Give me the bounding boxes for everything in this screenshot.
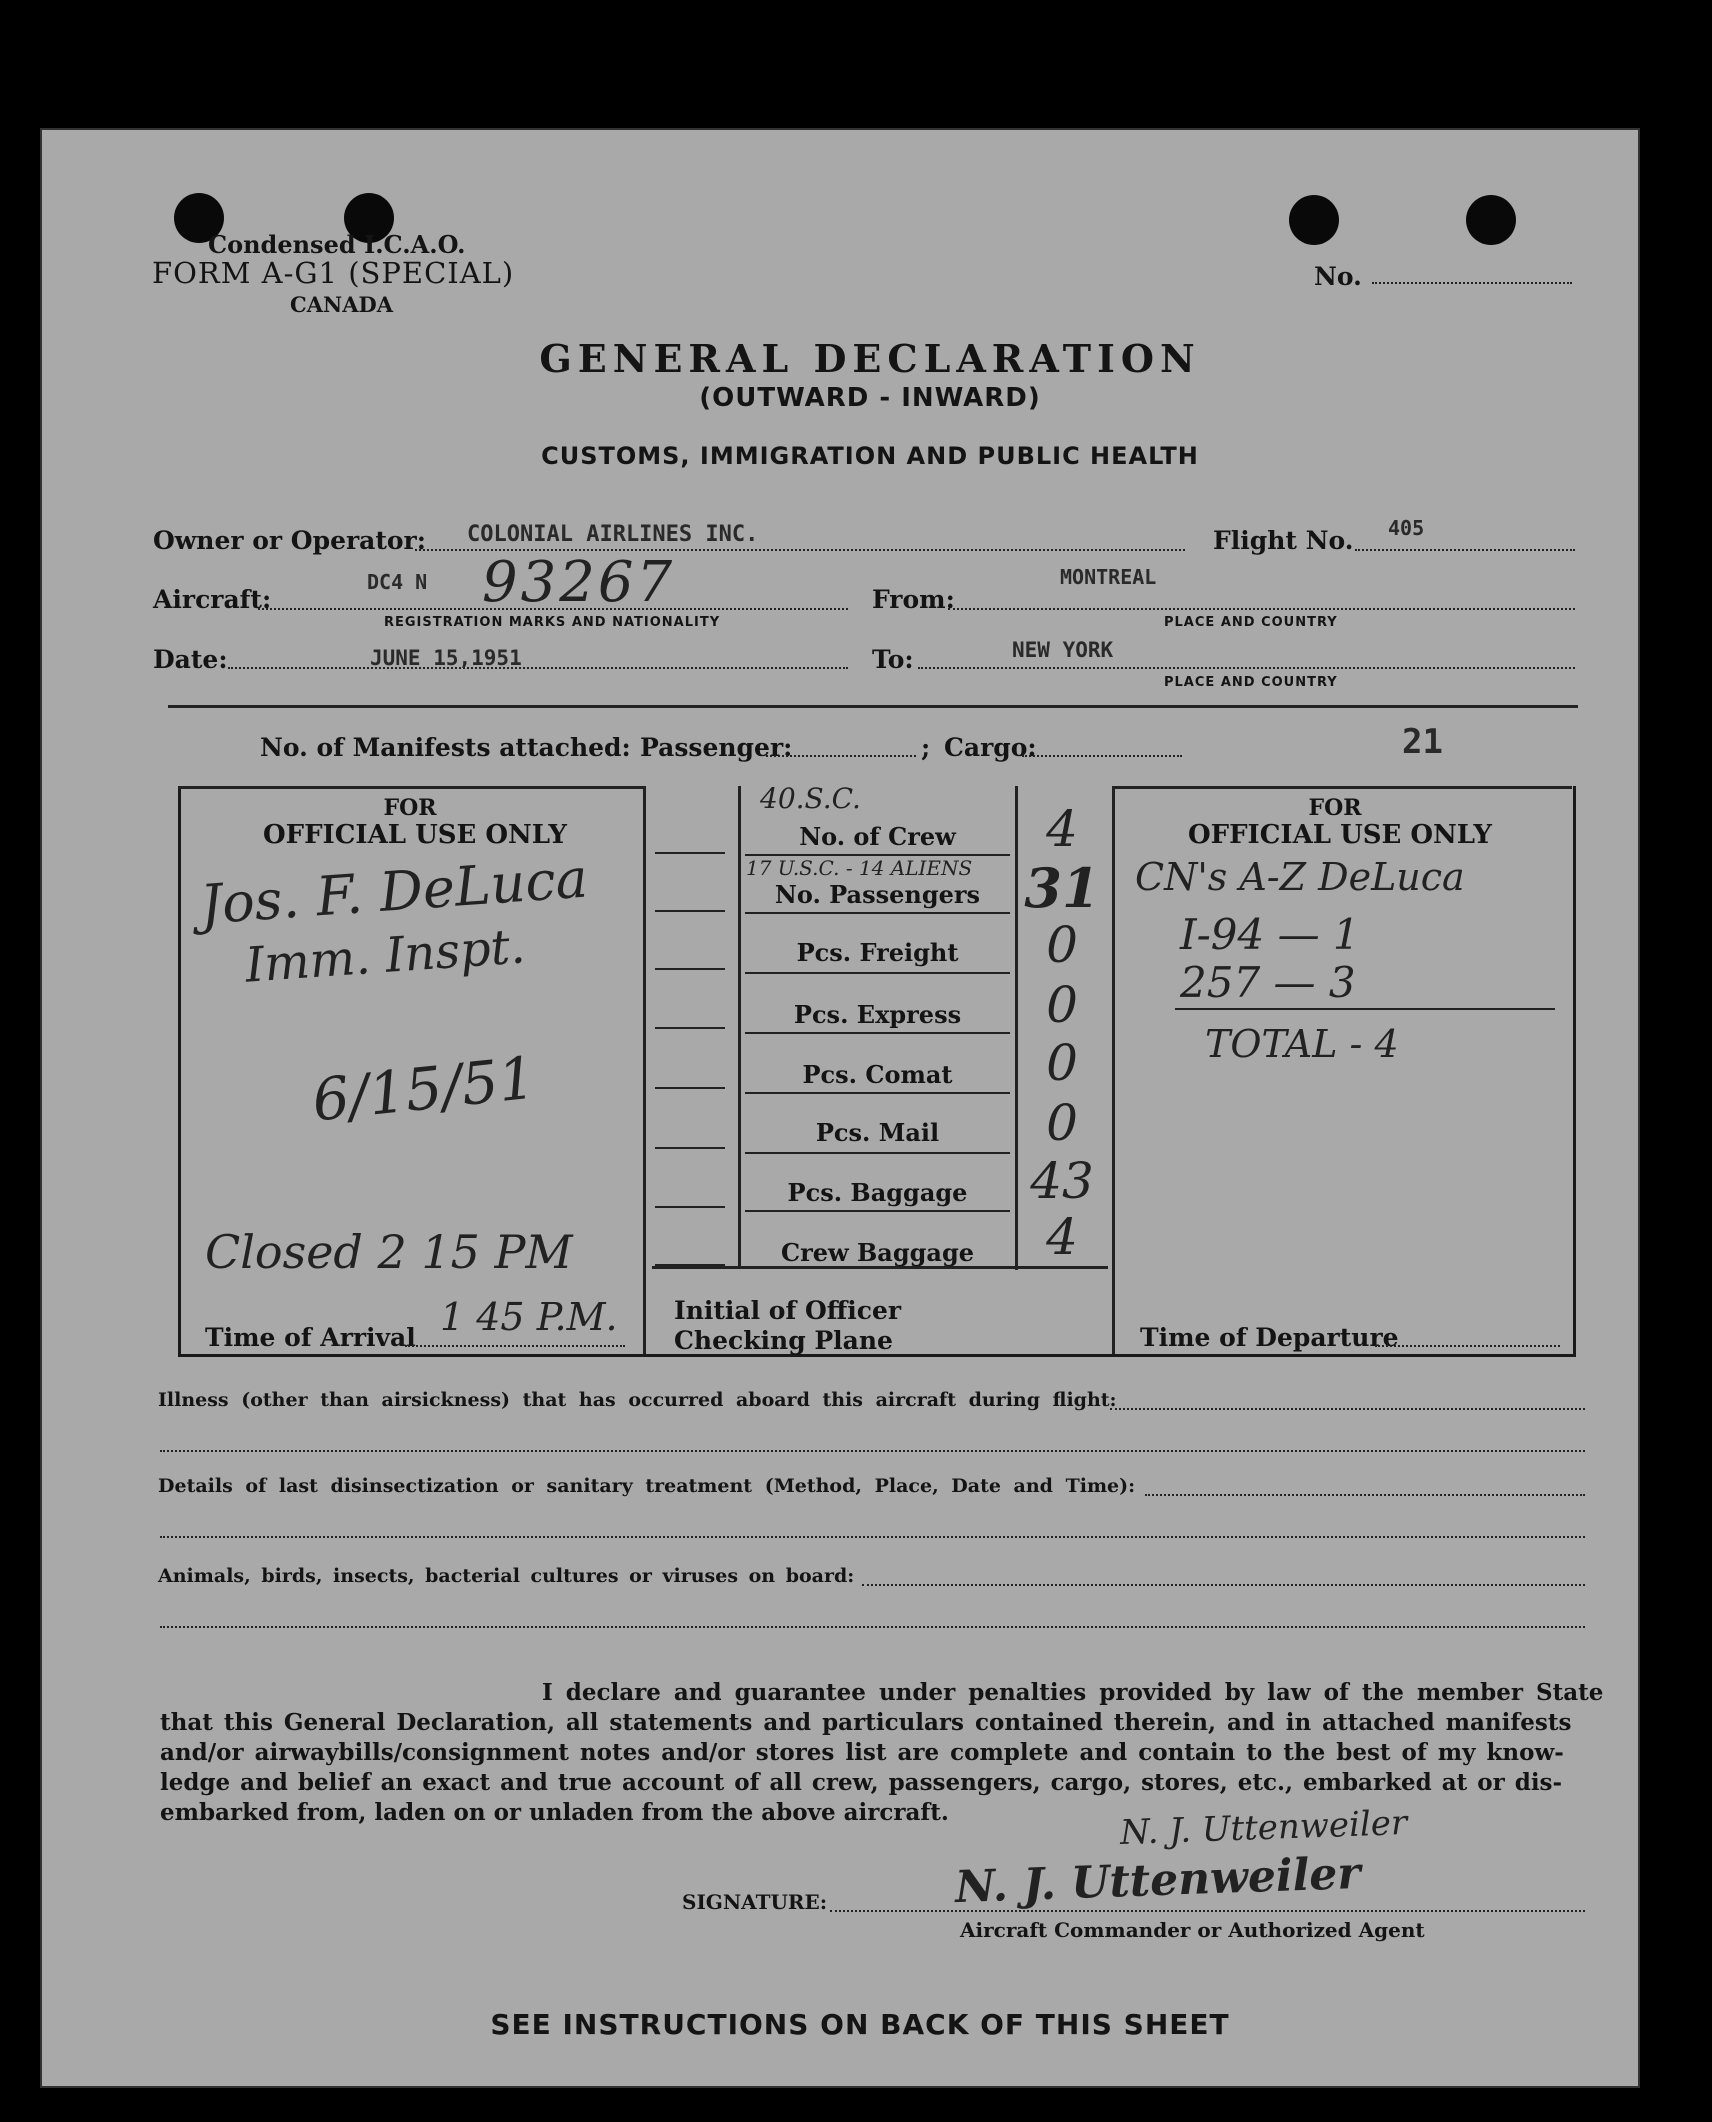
right-official-label: OFFICIAL USE ONLY xyxy=(1187,820,1492,850)
row-value-mail[interactable]: 0 xyxy=(1046,1094,1078,1152)
date-field-line xyxy=(228,667,848,669)
row-divider xyxy=(745,1092,1010,1094)
column-divider-right xyxy=(1112,786,1115,1354)
arrival-label: Time of Arrival xyxy=(205,1323,416,1352)
initial-tick xyxy=(655,852,725,854)
row-label-crew: No. of Crew xyxy=(799,822,956,851)
declaration-line-1: I declare and guarantee under penalties provided by law of the member State xyxy=(542,1679,1604,1706)
country-label: CANADA xyxy=(290,292,394,317)
disinsectization-field-line[interactable] xyxy=(1145,1494,1585,1496)
illness-field-line[interactable] xyxy=(1110,1408,1585,1410)
disinsectization-label: Details of last disinsectization or sanitary treatment (Method, Place, Date and Time): xyxy=(158,1475,1136,1497)
right-note-257: 257 — 3 xyxy=(1180,958,1356,1007)
arrival-value[interactable]: 1 45 P.M. xyxy=(440,1295,618,1339)
initial-tick xyxy=(655,910,725,912)
table-top-right xyxy=(1112,786,1572,789)
checking-plane-label: Checking Plane xyxy=(674,1326,893,1355)
illness-field-line-2[interactable] xyxy=(160,1450,1585,1452)
department-heading: CUSTOMS, IMMIGRATION AND PUBLIC HEALTH xyxy=(541,442,1199,470)
to-place-caption: PLACE AND COUNTRY xyxy=(1164,675,1338,690)
left-official-label: OFFICIAL USE ONLY xyxy=(262,820,567,850)
punch-hole xyxy=(1289,195,1339,245)
to-value[interactable]: NEW YORK xyxy=(1012,638,1114,662)
date-value[interactable]: JUNE 15,1951 xyxy=(370,646,522,670)
page-subtitle: (OUTWARD - INWARD) xyxy=(699,383,1041,413)
row-label-passengers: No. Passengers xyxy=(774,880,981,909)
row-value-passengers[interactable]: 31 xyxy=(1024,856,1100,920)
section-divider xyxy=(168,705,1578,708)
signature-caption: Aircraft Commander or Authorized Agent xyxy=(960,1918,1425,1942)
left-for-label: FOR xyxy=(383,795,437,821)
row-label-mail: Pcs. Mail xyxy=(815,1118,940,1147)
row-value-express[interactable]: 0 xyxy=(1046,976,1078,1034)
column-divider-value xyxy=(1015,786,1018,1270)
punch-hole xyxy=(1466,195,1516,245)
owner-value[interactable]: COLONIAL AIRLINES INC. xyxy=(467,522,759,547)
row-divider xyxy=(745,972,1010,974)
manifests-label: No. of Manifests attached: xyxy=(260,733,631,762)
table-top-left xyxy=(178,786,646,789)
closed-time: Closed 2 15 PM xyxy=(205,1225,573,1279)
initial-officer-label: Initial of Officer xyxy=(674,1296,902,1325)
declaration-line-3: and/or airwaybills/consignment notes and/or stores list are complete and contain to the best of my know- xyxy=(160,1739,1564,1766)
row-divider xyxy=(745,854,1010,856)
animals-field-line-2[interactable] xyxy=(160,1626,1585,1628)
row-value-freight[interactable]: 0 xyxy=(1046,916,1078,974)
row-value-baggage[interactable]: 43 xyxy=(1030,1152,1094,1210)
row-label-baggage: Pcs. Baggage xyxy=(787,1178,968,1207)
row-label-crew-baggage: Crew Baggage xyxy=(780,1238,975,1267)
column-divider-left xyxy=(643,786,646,1354)
right-note-total: TOTAL - 4 xyxy=(1205,1022,1399,1066)
from-label: From: xyxy=(872,585,955,614)
row-divider xyxy=(745,1152,1010,1154)
manifest-number: 21 xyxy=(1402,722,1443,762)
arrival-field-line xyxy=(405,1345,625,1347)
from-value[interactable]: MONTREAL xyxy=(1060,565,1157,589)
no-field[interactable] xyxy=(1372,282,1572,284)
declaration-line-2: that this General Declaration, all statements and particulars contained therein, and in attached manifests xyxy=(160,1709,1572,1736)
cargo-manifest-field[interactable] xyxy=(1022,755,1182,757)
to-field-line xyxy=(918,667,1575,669)
registration-caption: REGISTRATION MARKS AND NATIONALITY xyxy=(384,615,721,630)
row-value-comat[interactable]: 0 xyxy=(1046,1034,1078,1092)
form-number: FORM A-G1 (SPECIAL) xyxy=(152,256,515,290)
footer-instructions: SEE INSTRUCTIONS ON BACK OF THIS SHEET xyxy=(490,2008,1230,2041)
cargo-manifest-label: ; xyxy=(921,733,931,762)
departure-field-line[interactable] xyxy=(1375,1345,1560,1347)
illness-label: Illness (other than airsickness) that has occurred aboard this aircraft during flight: xyxy=(158,1389,1117,1411)
owner-label: Owner or Operator: xyxy=(153,526,426,555)
from-field-line xyxy=(948,608,1575,610)
passenger-manifest-label: Passenger: xyxy=(640,733,793,762)
animals-field-line[interactable] xyxy=(862,1584,1585,1586)
signature-label: SIGNATURE: xyxy=(682,1890,828,1914)
initial-tick xyxy=(655,968,725,970)
cargo-manifest-label-text: Cargo: xyxy=(944,733,1037,762)
signature-field-line[interactable] xyxy=(830,1910,1585,1912)
flight-value[interactable]: 405 xyxy=(1388,516,1425,540)
to-label: To: xyxy=(872,645,914,674)
condensed-label: Condensed I.C.A.O. xyxy=(208,230,466,259)
column-divider-mid xyxy=(738,786,741,1266)
flight-label: Flight No. xyxy=(1213,526,1354,555)
aircraft-label: Aircraft: xyxy=(153,585,272,614)
row-label-express: Pcs. Express xyxy=(793,1000,962,1029)
passenger-manifest-field[interactable] xyxy=(766,755,916,757)
aircraft-type[interactable]: DC4 N xyxy=(367,570,428,594)
initial-tick xyxy=(655,1206,725,1208)
row-label-comat: Pcs. Comat xyxy=(802,1060,953,1089)
initial-tick xyxy=(655,1087,725,1089)
inspector-title: Imm. Inspt. xyxy=(243,918,527,994)
commander-signature[interactable]: N. J. Uttenweiler xyxy=(954,1847,1362,1914)
inspector-signature: Jos. F. DeLuca xyxy=(198,846,590,937)
right-for-label: FOR xyxy=(1308,795,1362,821)
row-divider xyxy=(745,1210,1010,1212)
animals-label: Animals, birds, insects, bacterial cultures or viruses on board: xyxy=(158,1565,855,1587)
declaration-line-4: ledge and belief an exact and true account of all crew, passengers, cargo, stores, etc., embarked at or dis- xyxy=(160,1769,1563,1796)
inspection-date: 6/15/51 xyxy=(309,1043,539,1135)
declaration-line-5: embarked from, laden on or unladen from the above aircraft. xyxy=(160,1799,949,1826)
row-divider xyxy=(745,1032,1010,1034)
row-value-crew[interactable]: 4 xyxy=(1046,800,1078,858)
no-label: No. xyxy=(1314,262,1362,291)
disinsectization-field-line-2[interactable] xyxy=(160,1536,1585,1538)
right-note-cns: CN's A-Z DeLuca xyxy=(1135,855,1465,899)
page-title: GENERAL DECLARATION xyxy=(539,336,1201,381)
row-label-freight: Pcs. Freight xyxy=(796,938,959,967)
from-place-caption: PLACE AND COUNTRY xyxy=(1164,615,1338,630)
commander-signature-upper: N. J. Uttenweiler xyxy=(1119,1803,1408,1853)
initial-tick xyxy=(655,1147,725,1149)
passenger-note: 17 U.S.C. - 14 ALIENS xyxy=(746,856,973,880)
initial-tick xyxy=(655,1027,725,1029)
departure-label: Time of Departure xyxy=(1140,1323,1399,1352)
right-note-i94: I-94 — 1 xyxy=(1180,910,1360,959)
aircraft-registration[interactable]: 93267 xyxy=(482,550,676,615)
date-label: Date: xyxy=(153,645,228,674)
right-note-rule xyxy=(1175,1008,1555,1010)
row-divider xyxy=(745,912,1010,914)
crew-note: 40.S.C. xyxy=(760,782,861,815)
flight-field-line xyxy=(1355,549,1575,551)
initial-tick xyxy=(655,1264,725,1266)
row-value-crew-baggage[interactable]: 4 xyxy=(1046,1208,1078,1266)
